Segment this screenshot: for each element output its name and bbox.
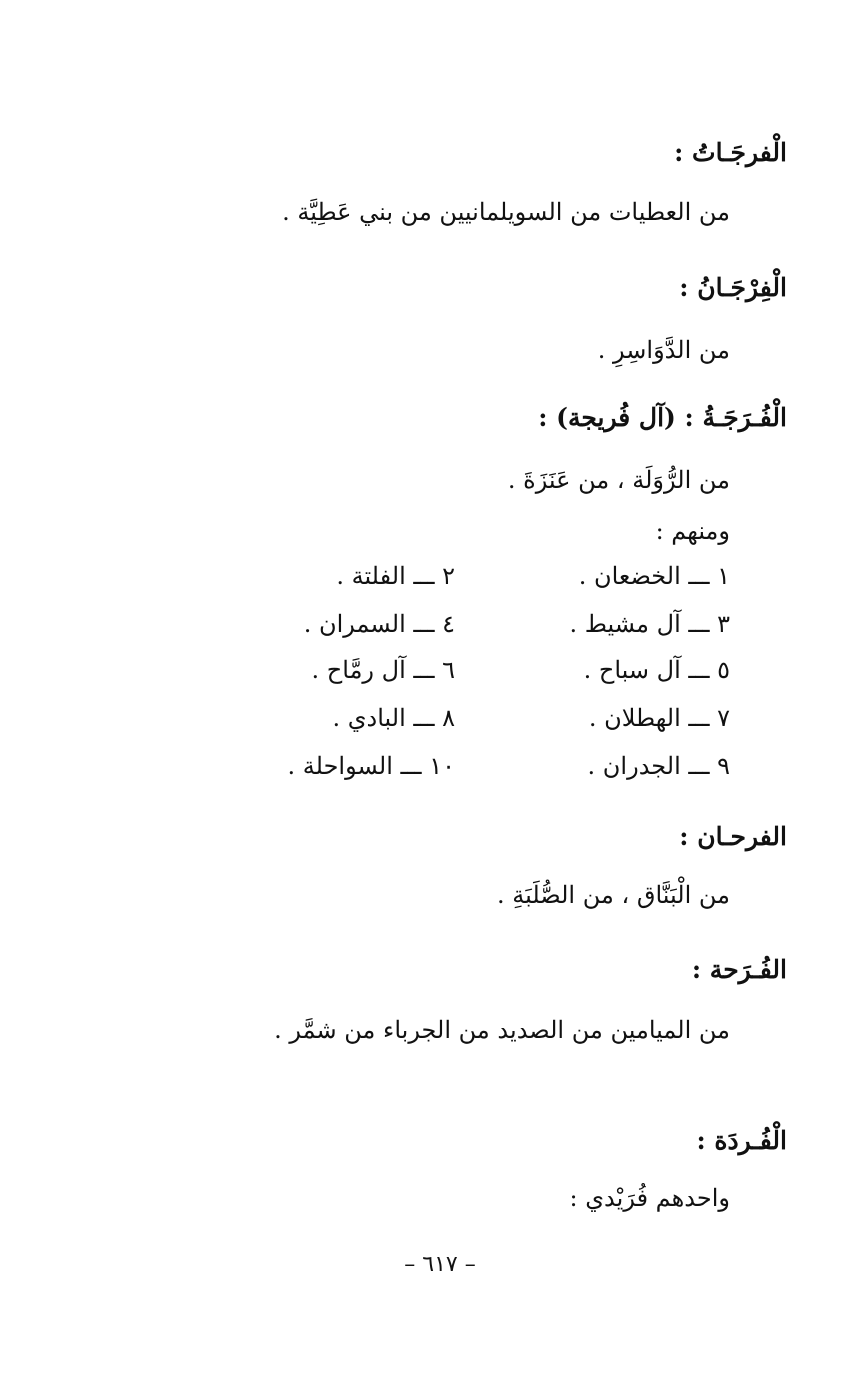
list-item: ٦ ـــ آل رمَّاح .: [311, 656, 455, 684]
entry-text: من العطيات من السويلمانيين من بني عَطِيَّة .: [282, 198, 730, 226]
entry-heading: الْفرجَـاتُ :: [674, 138, 787, 167]
list-item: ٩ ـــ الجدران .: [587, 752, 730, 780]
list-item: ٨ ـــ البادي .: [332, 704, 455, 732]
list-item: ٥ ـــ آل سباح .: [583, 656, 730, 684]
entry-text: من الْبَنَّاق ، من الصُّلَبَةِ .: [496, 881, 730, 909]
entry-text: واحدهم فُرَيْدي :: [569, 1184, 730, 1212]
list-item: ٧ ـــ الهطلان .: [588, 704, 730, 732]
list-item: ١٠ ـــ السواحلة .: [287, 752, 455, 780]
entry-subtext: ومنهم :: [655, 517, 730, 545]
list-item: ٢ ـــ الفلتة .: [336, 562, 455, 590]
entry-text: من الرُّوَلَة ، من عَنَزَةَ .: [507, 466, 730, 494]
entry-heading: الْفُـردَة :: [696, 1126, 787, 1155]
entry-heading: الْفِرْجَـانُ :: [679, 273, 787, 302]
entry-heading: الْفُـرَجَـةُ : (آل فُريجة) :: [538, 403, 787, 432]
entry-text: من الدَّوَاسِرِ .: [597, 336, 730, 364]
entry-heading: الفُـرَحة :: [691, 955, 787, 984]
list-item: ٣ ـــ آل مشيط .: [569, 610, 730, 638]
list-item: ٤ ـــ السمران .: [303, 610, 455, 638]
entry-heading: الفرحـان :: [679, 822, 787, 851]
page-number: – ٦١٧ –: [404, 1252, 476, 1277]
list-item: ١ ـــ الخضعان .: [578, 562, 730, 590]
entry-text: من الميامين من الصديد من الجرباء من شمَّر .: [274, 1016, 730, 1044]
